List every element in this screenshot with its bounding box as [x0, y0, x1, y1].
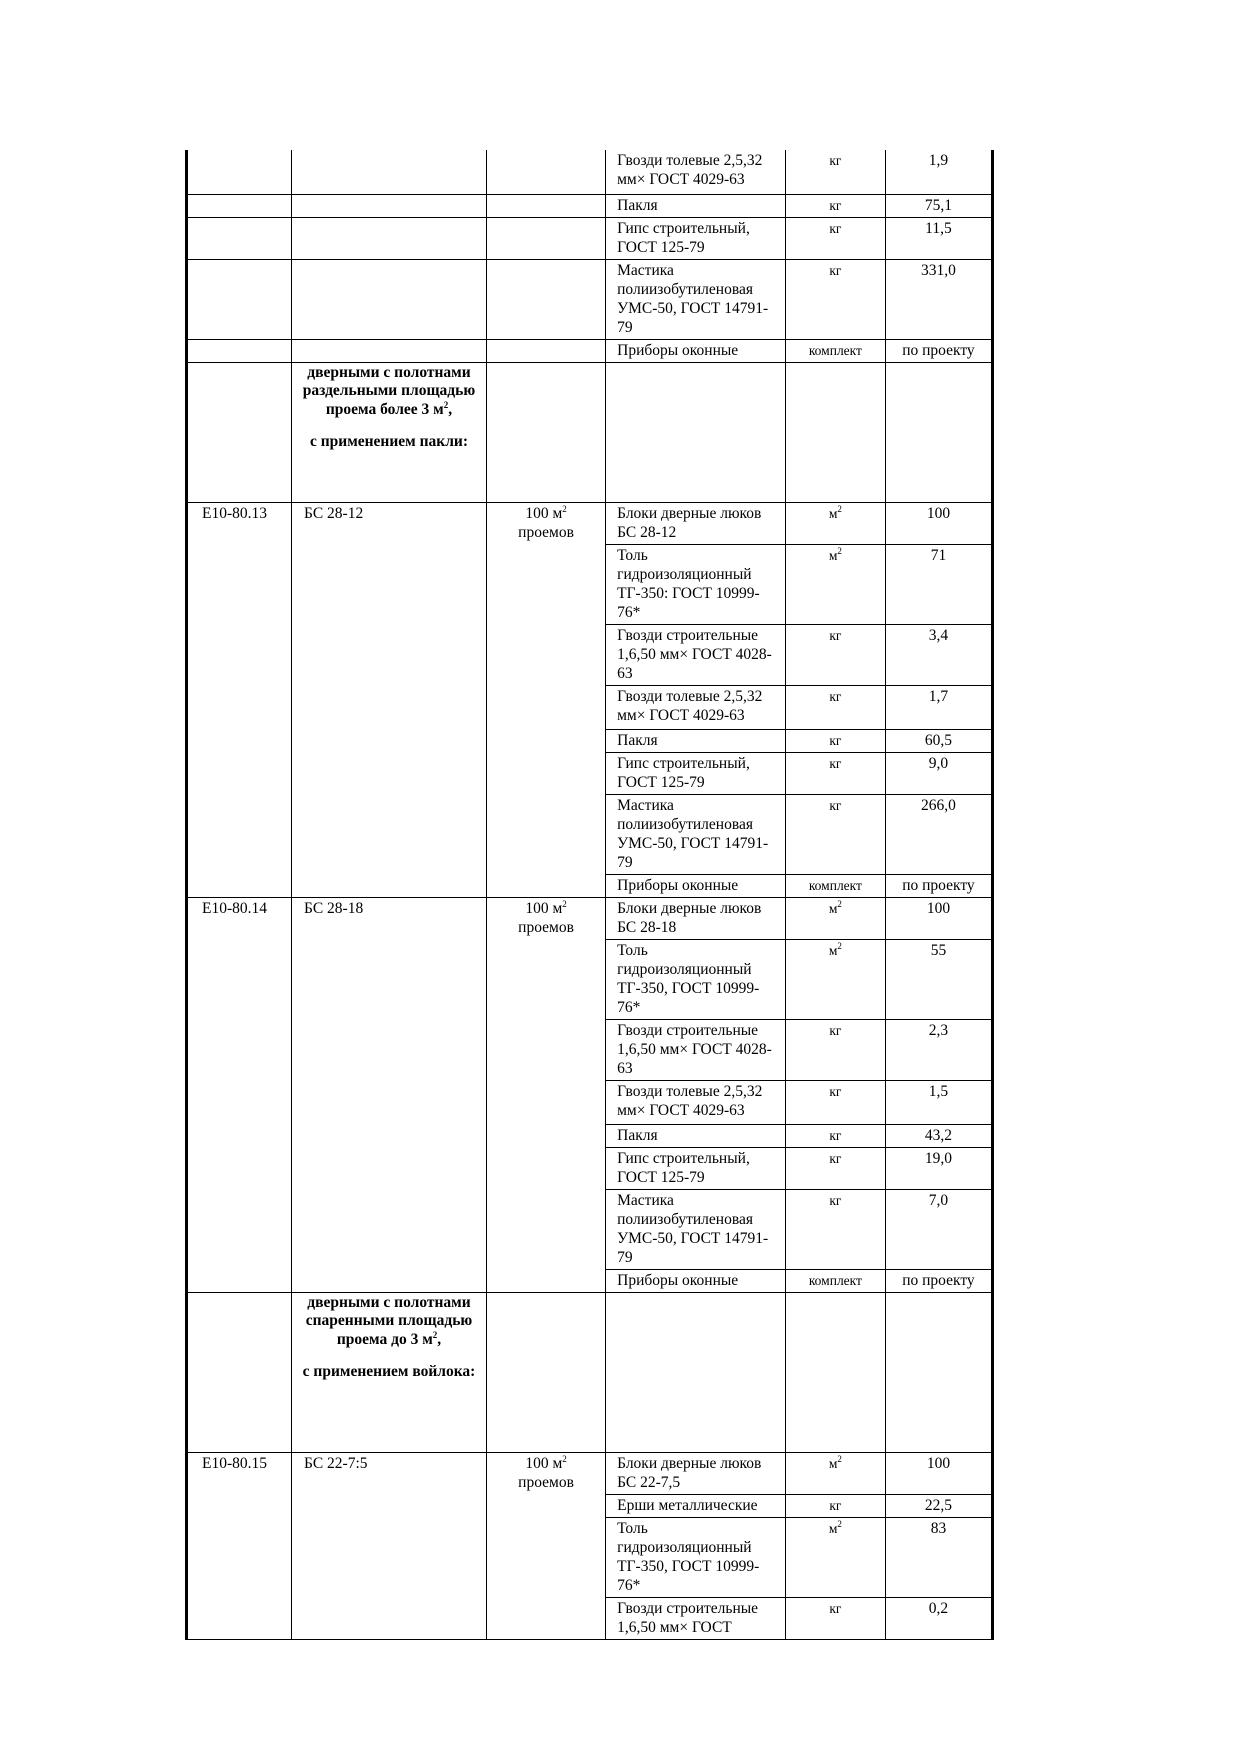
unit-cell: [785, 1189, 885, 1269]
unit-cell: [785, 544, 885, 624]
measure-unit-suffix: проемов: [518, 523, 574, 541]
material-name: Гипс строительный, ГОСТ 125-79: [606, 217, 786, 259]
material-name: Мастика полиизобутиленовая УМС-50, ГОСТ 14791-79: [606, 1189, 786, 1269]
norms-table-body: [187, 150, 993, 1639]
measure-unit-value-sup: 2: [562, 1453, 567, 1464]
empty-cell: [187, 150, 292, 194]
material-name: Мастика полиизобутиленовая УМС-50, ГОСТ 14791-79: [606, 259, 786, 339]
material-name: Приборы оконные: [606, 339, 786, 362]
quantity-value: 83: [885, 1517, 992, 1597]
quantity-value: по проекту: [885, 1269, 992, 1292]
unit-cell: [785, 624, 885, 685]
empty-cell: [486, 150, 605, 194]
empty-cell: [486, 259, 605, 339]
empty-cell: [292, 194, 487, 217]
quantity-value: 19,0: [885, 1147, 992, 1189]
material-name: Блоки дверные люков БС 28-18: [606, 897, 786, 939]
unit-cell: [785, 259, 885, 339]
empty-cell: [486, 339, 605, 362]
unit-value-sup: 2: [837, 898, 842, 909]
empty-cell: [486, 194, 605, 217]
unit-value-sup: 2: [837, 940, 842, 951]
unit-value: кг: [829, 1150, 842, 1166]
section-title-sup: 2: [432, 1329, 438, 1340]
unit-value: кг: [829, 627, 842, 643]
material-name: Толь гидроизоляционный ТГ-350: ГОСТ 10999-76*: [606, 544, 786, 624]
unit-cell: [785, 794, 885, 874]
table-row: [187, 217, 993, 259]
norm-code: Е10-80.14: [187, 897, 292, 1292]
unit-value: кг: [829, 1192, 842, 1208]
unit-value-sup: 2: [837, 503, 842, 514]
unit-cell: [785, 1452, 885, 1494]
unit-value-sup: 2: [837, 1518, 842, 1529]
empty-cell: [187, 339, 292, 362]
unit-value: м: [828, 505, 838, 521]
table-row: [187, 897, 993, 939]
quantity-value: 266,0: [885, 794, 992, 874]
quantity-value: 331,0: [885, 259, 992, 339]
spacer: [296, 419, 482, 433]
empty-cell: [486, 1292, 605, 1452]
empty-cell: [885, 1292, 992, 1452]
section-header-row: [187, 362, 993, 502]
material-name: Гвозди строительные 1,6,50 мм× ГОСТ: [606, 1597, 786, 1639]
structure-name: БС 28-12: [292, 502, 487, 897]
unit-cell: [785, 150, 885, 194]
section-header: [292, 1292, 487, 1452]
material-name: Гвозди строительные 1,6,50 мм× ГОСТ 4028-63: [606, 624, 786, 685]
quantity-value: 0,2: [885, 1597, 992, 1639]
unit-cell: [785, 1019, 885, 1080]
quantity-value: 55: [885, 939, 992, 1019]
measure-unit-suffix: проемов: [518, 1473, 574, 1491]
quantity-value: 71: [885, 544, 992, 624]
unit-value: кг: [829, 732, 842, 748]
empty-cell: [187, 362, 292, 502]
quantity-value: по проекту: [885, 874, 992, 897]
section-header: [292, 362, 487, 502]
unit-cell: [785, 897, 885, 939]
table-row: [187, 150, 993, 194]
unit-value: м: [828, 900, 838, 916]
section-title-end: ,: [437, 1330, 442, 1348]
measure-unit-value: 100 м: [525, 899, 563, 917]
material-name: Гвозди толевые 2,5,32 мм× ГОСТ 4029-63: [606, 685, 786, 729]
material-name: Гипс строительный, ГОСТ 125-79: [606, 752, 786, 794]
unit-value: кг: [829, 688, 842, 704]
section-title-sup: 2: [443, 399, 449, 410]
structure-name: БС 22-7:5: [292, 1452, 487, 1639]
unit-value: м: [828, 942, 838, 958]
material-name: Толь гидроизоляционный ТГ-350, ГОСТ 10999-76*: [606, 1517, 786, 1597]
empty-cell: [486, 362, 605, 502]
empty-cell: [606, 362, 786, 502]
unit-cell: [785, 1080, 885, 1124]
table-row: [187, 502, 993, 544]
quantity-value: 11,5: [885, 217, 992, 259]
empty-cell: [292, 259, 487, 339]
quantity-value: 22,5: [885, 1494, 992, 1517]
empty-cell: [292, 217, 487, 259]
unit-cell: [785, 729, 885, 752]
unit-cell: [785, 502, 885, 544]
table-row: [187, 1452, 993, 1494]
section-subtitle: с применением пакли:: [309, 433, 469, 450]
norm-code: Е10-80.15: [187, 1452, 292, 1639]
unit-value: кг: [829, 1497, 842, 1513]
unit-cell: [785, 874, 885, 897]
unit-cell: [785, 217, 885, 259]
unit-value: кг: [829, 220, 842, 236]
section-header-row: [187, 1292, 993, 1452]
quantity-value: 100: [885, 502, 992, 544]
empty-cell: [606, 1292, 786, 1452]
quantity-value: 3,4: [885, 624, 992, 685]
unit-value: комплект: [808, 877, 862, 893]
table-row: [187, 259, 993, 339]
unit-cell: [785, 1494, 885, 1517]
quantity-value: 100: [885, 897, 992, 939]
unit-value: кг: [829, 197, 842, 213]
unit-cell: [785, 939, 885, 1019]
unit-cell: [785, 685, 885, 729]
unit-value: м: [828, 1455, 838, 1471]
quantity-value: 60,5: [885, 729, 992, 752]
empty-cell: [292, 339, 487, 362]
empty-cell: [785, 362, 885, 502]
quantity-value: 1,9: [885, 150, 992, 194]
structure-name: БС 28-18: [292, 897, 487, 1292]
material-name: Блоки дверные люков БС 22-7,5: [606, 1452, 786, 1494]
norm-code: Е10-80.13: [187, 502, 292, 897]
material-name: Гвозди строительные 1,6,50 мм× ГОСТ 4028-63: [606, 1019, 786, 1080]
empty-cell: [187, 1292, 292, 1452]
material-name: Гвозди толевые 2,5,32 мм× ГОСТ 4029-63: [606, 150, 786, 194]
quantity-value: 7,0: [885, 1189, 992, 1269]
empty-cell: [292, 150, 487, 194]
measure-unit: [486, 502, 605, 897]
unit-value-sup: 2: [837, 545, 842, 556]
measure-unit: [486, 1452, 605, 1639]
quantity-value: 2,3: [885, 1019, 992, 1080]
section-title-end: ,: [448, 400, 453, 418]
measure-unit-value-sup: 2: [562, 503, 567, 514]
unit-value: комплект: [808, 1272, 862, 1288]
empty-cell: [187, 194, 292, 217]
unit-cell: [785, 1269, 885, 1292]
material-name: Толь гидроизоляционный ТГ-350, ГОСТ 10999-76*: [606, 939, 786, 1019]
measure-unit-value: 100 м: [525, 1454, 563, 1472]
material-name: Приборы оконные: [606, 1269, 786, 1292]
norms-table: [185, 150, 994, 1640]
table-row: [187, 194, 993, 217]
unit-value: комплект: [808, 342, 862, 358]
quantity-value: 1,7: [885, 685, 992, 729]
unit-value: м: [828, 547, 838, 563]
measure-unit-suffix: проемов: [518, 918, 574, 936]
unit-cell: [785, 1124, 885, 1147]
measure-unit: [486, 897, 605, 1292]
unit-value-sup: 2: [837, 1453, 842, 1464]
spacer: [296, 1349, 482, 1363]
unit-value: м: [828, 1520, 838, 1536]
empty-cell: [486, 217, 605, 259]
empty-cell: [885, 362, 992, 502]
material-name: Пакля: [606, 194, 786, 217]
unit-cell: [785, 1597, 885, 1639]
unit-cell: [785, 752, 885, 794]
material-name: Пакля: [606, 729, 786, 752]
measure-unit-value-sup: 2: [562, 898, 567, 909]
quantity-value: 9,0: [885, 752, 992, 794]
unit-value: кг: [829, 153, 842, 168]
material-name: Блоки дверные люков БС 28-12: [606, 502, 786, 544]
unit-value: кг: [829, 1022, 842, 1038]
material-name: Гипс строительный, ГОСТ 125-79: [606, 1147, 786, 1189]
unit-value: кг: [829, 1127, 842, 1143]
section-subtitle: с применением войлока:: [302, 1363, 476, 1380]
unit-cell: [785, 194, 885, 217]
quantity-value: 100: [885, 1452, 992, 1494]
unit-cell: [785, 1517, 885, 1597]
empty-cell: [785, 1292, 885, 1452]
material-name: Гвозди толевые 2,5,32 мм× ГОСТ 4029-63: [606, 1080, 786, 1124]
material-name: Мастика полиизобутиленовая УМС-50, ГОСТ 14791-79: [606, 794, 786, 874]
material-name: Приборы оконные: [606, 874, 786, 897]
empty-cell: [187, 259, 292, 339]
unit-value: кг: [829, 1600, 842, 1616]
empty-cell: [187, 217, 292, 259]
unit-value: кг: [829, 755, 842, 771]
unit-value: кг: [829, 262, 842, 278]
table-row: [187, 339, 993, 362]
unit-value: кг: [829, 1083, 842, 1099]
unit-cell: [785, 1147, 885, 1189]
material-name: Пакля: [606, 1124, 786, 1147]
quantity-value: 43,2: [885, 1124, 992, 1147]
unit-cell: [785, 339, 885, 362]
unit-value: кг: [829, 797, 842, 813]
quantity-value: 1,5: [885, 1080, 992, 1124]
material-name: Ерши металлические: [606, 1494, 786, 1517]
quantity-value: 75,1: [885, 194, 992, 217]
section-title: дверными с полотнами спаренными площадью проема до 3 м: [305, 1293, 473, 1348]
measure-unit-value: 100 м: [525, 504, 563, 522]
quantity-value: по проекту: [885, 339, 992, 362]
section-title: дверными с полотнами раздельными площадью проема более 3 м: [302, 363, 476, 418]
